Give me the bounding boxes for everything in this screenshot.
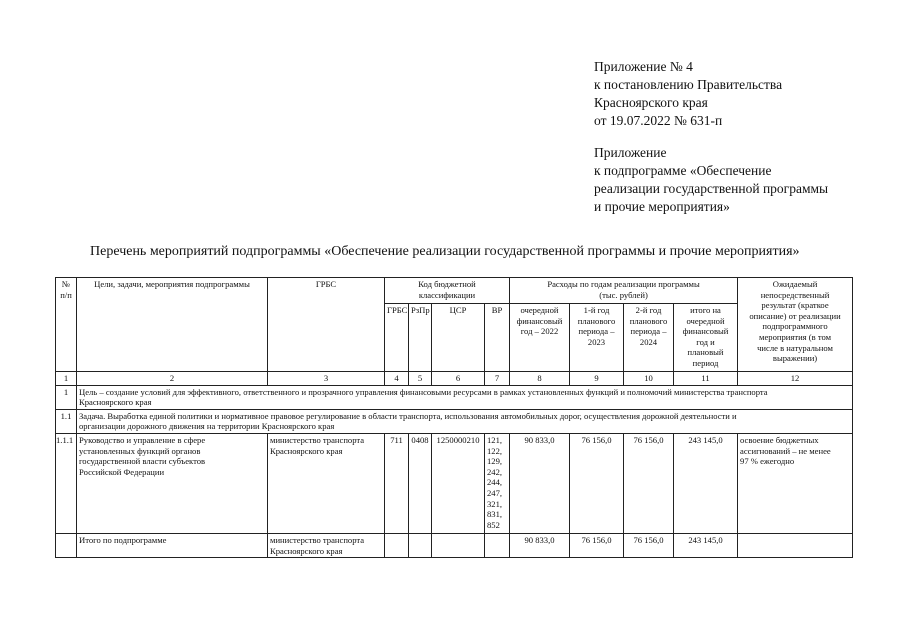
header-text: Ожидаемый (772, 279, 818, 289)
result-line: 97 % ежегодно (740, 456, 795, 467)
header-text: классификации (418, 289, 476, 300)
header-text: 1-й год (583, 305, 610, 315)
task-row (56, 409, 853, 433)
code-rzpr: 0408 (409, 433, 432, 533)
header-text: очередной (686, 315, 725, 326)
header-year-2024 (624, 304, 674, 372)
vr-code: 321, (487, 498, 503, 509)
grbs-line: Красноярского края (270, 545, 343, 556)
code-vr (485, 433, 510, 533)
header-text: очередной (520, 305, 559, 315)
appendix-line: к постановлению Правительства (594, 77, 783, 92)
code-csr: 1250000210 (432, 433, 485, 533)
appendix-line: от 19.07.2022 № 631-п (594, 113, 723, 128)
result-line: ассигнований – не менее (740, 445, 831, 456)
header-text: Расходы по годам реализации программы (547, 279, 700, 289)
table-header-row (56, 278, 853, 304)
total-label: Итого по подпрограмме (77, 533, 268, 557)
column-number: 12 (738, 372, 853, 386)
column-number: 7 (485, 372, 510, 386)
empty-cell (432, 533, 485, 557)
document-title: Перечень мероприятий подпрограммы «Обеспечение реализации государственной программы и прочие мероприятия» (90, 244, 800, 259)
header-text: планового (577, 315, 616, 326)
header-expenses (510, 278, 738, 304)
header-text: описание) от реализации (749, 310, 841, 321)
appendix-block-subprogram (594, 144, 894, 216)
empty-cell (56, 533, 77, 557)
column-number: 8 (510, 372, 570, 386)
header-grbs: ГРБС (268, 278, 385, 372)
header-text: итого на (690, 305, 721, 315)
empty-cell (738, 533, 853, 557)
appendix-line: Приложение (594, 145, 667, 160)
header-text: Код бюджетной (418, 279, 476, 289)
vr-code: 852 (487, 519, 500, 530)
empty-cell (409, 533, 432, 557)
appendix-line: к подпрограмме «Обеспечение (594, 163, 772, 178)
total-sum: 243 145,0 (674, 533, 738, 557)
header-text: п/п (60, 289, 72, 300)
empty-cell (385, 533, 409, 557)
header-total (674, 304, 738, 372)
header-num (56, 278, 77, 372)
empty-cell (485, 533, 510, 557)
header-code-grbs: ГРБС (385, 304, 409, 372)
activity-name-line: Российской Федерации (79, 466, 165, 477)
column-number: 1 (56, 372, 77, 386)
header-text: 2024 (639, 336, 658, 347)
column-number: 2 (77, 372, 268, 386)
header-text: финансовый (516, 315, 563, 326)
appendix-line: Красноярского края (594, 95, 708, 110)
header-text: периода – (630, 326, 667, 337)
column-number: 5 (409, 372, 432, 386)
row-number: 1.1 (56, 409, 77, 433)
grbs-line: министерство транспорта (270, 534, 365, 545)
header-text: планового (629, 315, 668, 326)
header-goals: Цели, задачи, мероприятия подпрограммы (77, 278, 268, 372)
total-2024: 76 156,0 (624, 533, 674, 557)
appendix-line: реализации государственной программы (594, 181, 829, 196)
vr-code: 122, (487, 445, 503, 456)
header-text: (тыс. рублей) (599, 289, 648, 300)
activities-table (55, 277, 853, 558)
activity-row (56, 433, 853, 533)
activity-name-line: Руководство и управление в сфере (79, 434, 206, 445)
activity-name-line: установленных функций органов (79, 445, 201, 456)
column-number: 9 (570, 372, 624, 386)
total-2023: 76 156,0 (570, 533, 624, 557)
column-number: 10 (624, 372, 674, 386)
header-code-csr: ЦСР (432, 304, 485, 372)
expense-total: 243 145,0 (674, 433, 738, 533)
code-grbs: 711 (385, 433, 409, 533)
header-year-2022 (510, 304, 570, 372)
header-text: числе в натуральном (757, 342, 833, 353)
vr-code: 129, (487, 456, 503, 467)
header-text: подпрограммного (762, 321, 828, 332)
goal-text-line: Цель – создание условий для эффективного, ответственного и прозрачного управления финансовыми ресурсами в рамках установленных функций и полномочий министерства транспорта (79, 386, 768, 397)
total-grbs (268, 533, 385, 557)
row-number: 1 (56, 385, 77, 409)
row-number: 1.1.1 (56, 433, 77, 533)
column-number: 6 (432, 372, 485, 386)
header-text: выражении) (772, 353, 818, 364)
header-budget-code (385, 278, 510, 304)
expense-2023: 76 156,0 (570, 433, 624, 533)
appendix-line: Приложение № 4 (594, 59, 693, 74)
header-text: периода – (578, 326, 615, 337)
column-number: 3 (268, 372, 385, 386)
total-row (56, 533, 853, 557)
expense-2024: 76 156,0 (624, 433, 674, 533)
task-text (77, 409, 853, 433)
vr-code: 244, (487, 477, 503, 488)
task-text-line: организации дорожного движения на территории Красноярского края (79, 421, 335, 432)
appendix-header (594, 58, 894, 230)
grbs-line: министерство транспорта (270, 434, 365, 445)
header-text: непосредственный (760, 289, 830, 300)
header-text: 2023 (587, 336, 606, 347)
header-text: год – 2022 (520, 326, 559, 337)
appendix-line: и прочие мероприятия» (594, 199, 730, 214)
activity-grbs (268, 433, 385, 533)
header-text: год и (696, 336, 715, 347)
column-number-row (56, 372, 853, 386)
column-number: 4 (385, 372, 409, 386)
vr-code: 247, (487, 487, 503, 498)
header-text: результат (краткое (761, 300, 829, 311)
grbs-line: Красноярского края (270, 445, 343, 456)
goal-text (77, 385, 853, 409)
activity-name (77, 433, 268, 533)
header-text: финансовый (682, 326, 729, 337)
total-2022: 90 833,0 (510, 533, 570, 557)
header-text: плановый (687, 347, 724, 358)
vr-code: 831, (487, 509, 503, 520)
vr-code: 242, (487, 466, 503, 477)
header-code-rzpr: РзПр (409, 304, 432, 372)
activity-name-line: государственной власти субъектов (79, 456, 206, 467)
column-number: 11 (674, 372, 738, 386)
result-line: освоение бюджетных (740, 434, 819, 445)
header-text: 2-й год (635, 305, 662, 315)
task-text-line: Задача. Выработка единой политики и нормативное правовое регулирование в области транспорта, использования автомобильных дорог, осуществления дорожной деятельности и (79, 410, 737, 421)
header-text: № (61, 279, 71, 289)
header-code-vr: ВР (485, 304, 510, 372)
header-result (738, 278, 853, 372)
vr-code: 121, (487, 434, 503, 445)
header-text: период (692, 357, 719, 368)
header-year-2023 (570, 304, 624, 372)
header-text: мероприятия (в том (759, 331, 832, 342)
expense-2022: 90 833,0 (510, 433, 570, 533)
appendix-block-resolution (594, 58, 894, 130)
goal-row (56, 385, 853, 409)
expected-result (738, 433, 853, 533)
goal-text-line: Красноярского края (79, 397, 152, 408)
